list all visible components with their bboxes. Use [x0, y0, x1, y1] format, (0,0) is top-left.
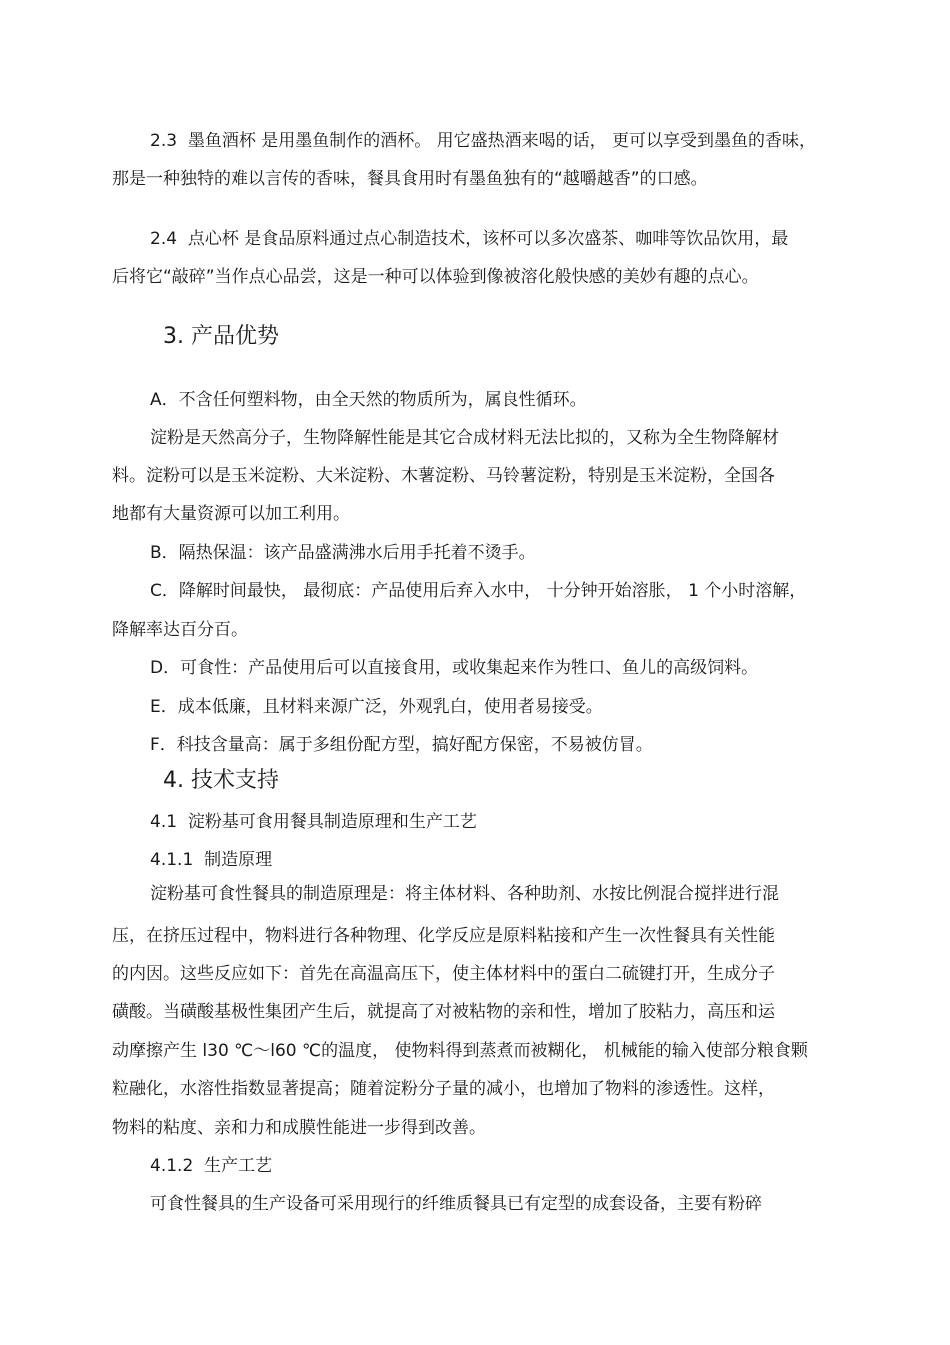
advantage-a-detail-line-3: 地都有大量资源可以加工利用。 — [112, 504, 350, 524]
advantage-b: B．隔热保温：该产品盛满沸水后用手托着不烫手。 — [150, 543, 536, 563]
principle-line-1: 淀粉基可食性餐具的制造原理是：将主体材料、各种助剂、水按比例混合搅拌进行混 — [150, 884, 779, 904]
advantage-f: F．科技含量高：属于多组份配方型，搞好配方保密，不易被仿冒。 — [150, 735, 653, 755]
advantage-e: E．成本低廉，且材料来源广泛，外观乳白，使用者易接受。 — [150, 697, 603, 717]
principle-line-4: 磺酸。当磺酸基极性集团产生后，就提高了对被粘物的亲和性，增加了胶粘力，高压和运 — [112, 1002, 775, 1022]
subsection-4-1-2: 4.1.2 生产工艺 — [150, 1156, 273, 1176]
item-2-4-line-2: 后将它“敲碎”当作点心品尝，这是一种可以体验到像被溶化般快感的美妙有趣的点心。 — [112, 267, 759, 287]
section-4-heading: 4. 技术支持 — [163, 768, 279, 793]
advantage-a-detail-line-2: 料。淀粉可以是玉米淀粉、大米淀粉、木薯淀粉、马铃薯淀粉，特别是玉米淀粉，全国各 — [112, 466, 775, 486]
advantage-d: D．可食性：产品使用后可以直接食用，或收集起来作为牲口、鱼儿的高级饲料。 — [150, 658, 759, 678]
advantage-a-detail-line-1: 淀粉是天然高分子，生物降解性能是其它合成材料无法比拟的，又称为全生物降解材 — [150, 428, 779, 448]
subsection-4-1: 4.1 淀粉基可食用餐具制造原理和生产工艺 — [150, 812, 477, 832]
process-line-1: 可食性餐具的生产设备可采用现行的纤维质餐具已有定型的成套设备，主要有粉碎 — [150, 1194, 762, 1214]
advantage-a: A．不含任何塑料物，由全天然的物质所为，属良性循环。 — [150, 390, 587, 410]
principle-line-3: 的内因。这些反应如下：首先在高温高压下，使主体材料中的蛋白二硫键打开，生成分子 — [112, 964, 775, 984]
item-2-3-line-1: 2.3 墨鱼酒杯 是用墨鱼制作的酒杯。 用它盛热酒来喝的话， 更可以享受到墨鱼的香味， — [150, 131, 817, 151]
principle-line-2: 压，在挤压过程中，物料进行各种物理、化学反应是原料粘接和产生一次性餐具有关性能 — [112, 926, 775, 946]
principle-line-7: 物料的粘度、亲和力和成膜性能进一步得到改善。 — [112, 1118, 486, 1138]
advantage-c-line-2: 降解率达百分百。 — [112, 620, 248, 640]
item-2-4-line-1: 2.4 点心杯 是食品原料通过点心制造技术，该杯可以多次盛茶、咖啡等饮品饮用，最 — [150, 229, 789, 249]
subsection-4-1-1: 4.1.1 制造原理 — [150, 850, 273, 870]
principle-line-6: 粒融化，水溶性指数显著提高；随着淀粉分子量的减小，也增加了物料的渗透性。这样， — [112, 1079, 775, 1099]
item-2-3-line-2: 那是一种独特的难以言传的香味，餐具食用时有墨鱼独有的“越嚼越香”的口感。 — [112, 169, 708, 189]
section-3-heading: 3. 产品优势 — [163, 324, 279, 349]
advantage-c-line-1: C．降解时间最快， 最彻底：产品使用后弃入水中， 十分钟开始溶胀， 1 个小时溶解， — [150, 581, 807, 601]
principle-line-5: 动摩擦产生 l30 ℃～l60 ℃的温度， 使物料得到蒸煮而被糊化， 机械能的输入使部分粮食颗 — [112, 1041, 808, 1061]
